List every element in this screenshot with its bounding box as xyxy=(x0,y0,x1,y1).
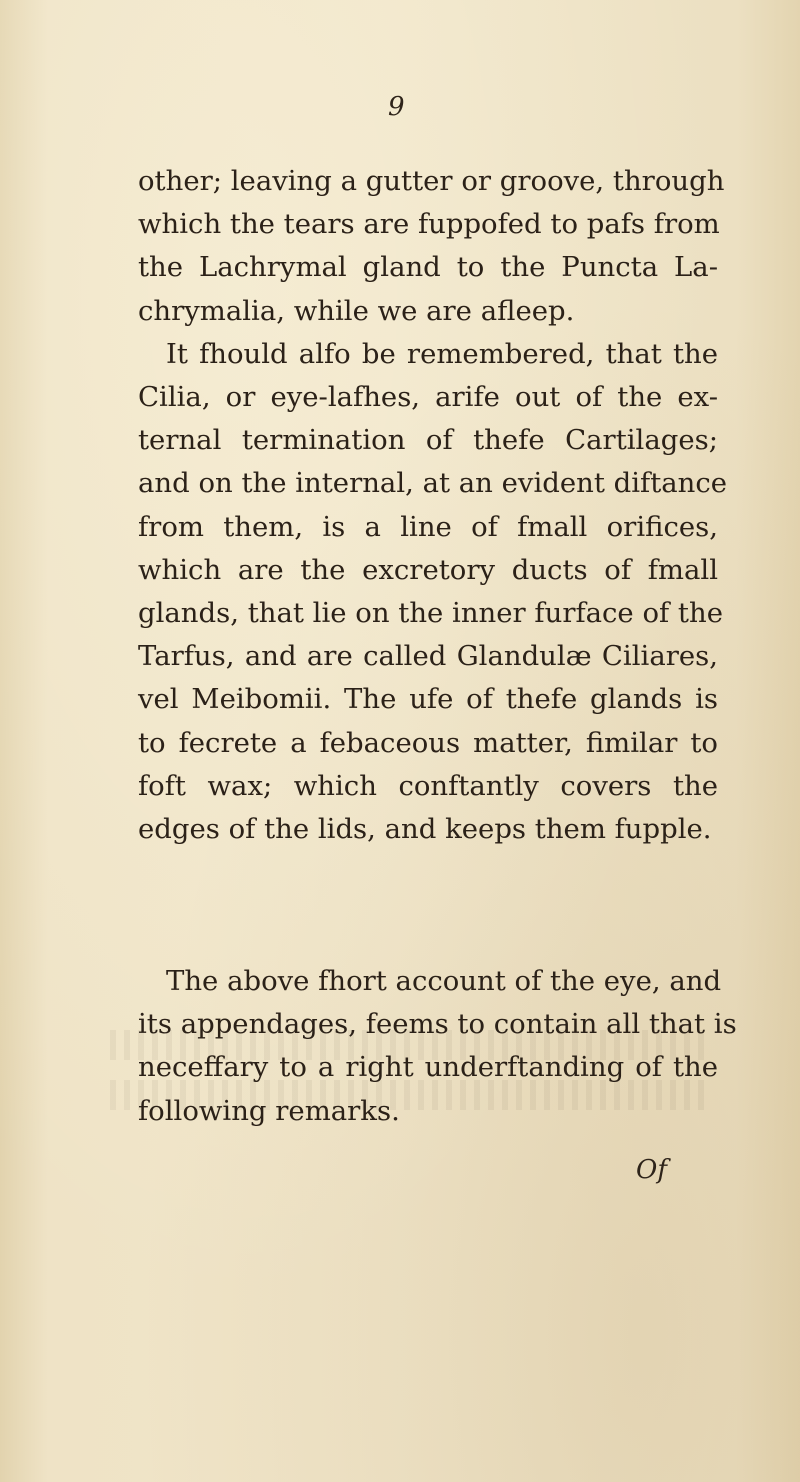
paragraph-1 xyxy=(138,160,728,851)
text-line: vel Meibomii. The ufe of thefe glands is xyxy=(138,683,718,716)
text-line: ternal termination of thefe Cartilages; xyxy=(138,424,718,457)
text-line: to fecrete a febaceous matter, fimilar to xyxy=(138,726,718,759)
text-line: and on the internal, at an evident diftance xyxy=(138,467,728,500)
text-line: which the tears are fuppofed to pafs from xyxy=(138,208,720,241)
paragraph-2 xyxy=(138,960,737,1133)
text-line: foft wax; which conftantly covers the xyxy=(138,769,718,802)
text-line: following remarks. xyxy=(138,1094,400,1127)
text-line: its appendages, feems to contain all that is xyxy=(138,1008,737,1041)
text-line: The above fhort account of the eye, and xyxy=(166,965,722,997)
text-line: It fhould alfo be remembered, that the xyxy=(166,337,718,370)
page-number: 9 xyxy=(388,92,405,122)
text-line: chrymalia, while we are afleep. xyxy=(138,294,575,327)
text-line: Cilia, or eye-lafhes, arife out of the ex- xyxy=(138,381,718,414)
text-line: glands, that lie on the inner furface of the xyxy=(138,597,723,630)
text-line: other; leaving a gutter or groove, through xyxy=(138,165,725,197)
text-line: which are the excretory ducts of fmall xyxy=(138,553,718,586)
catchword: Of xyxy=(636,1155,667,1185)
text-line: edges of the lids, and keeps them fupple. xyxy=(138,813,712,846)
text-line: Tarfus, and are called Glandulæ Ciliares, xyxy=(138,640,718,673)
text-line: the Lachrymal gland to the Puncta La- xyxy=(138,251,718,284)
text-line: neceffary to a right underftanding of the xyxy=(138,1051,718,1084)
text-line: from them, is a line of fmall orifices, xyxy=(138,510,718,543)
